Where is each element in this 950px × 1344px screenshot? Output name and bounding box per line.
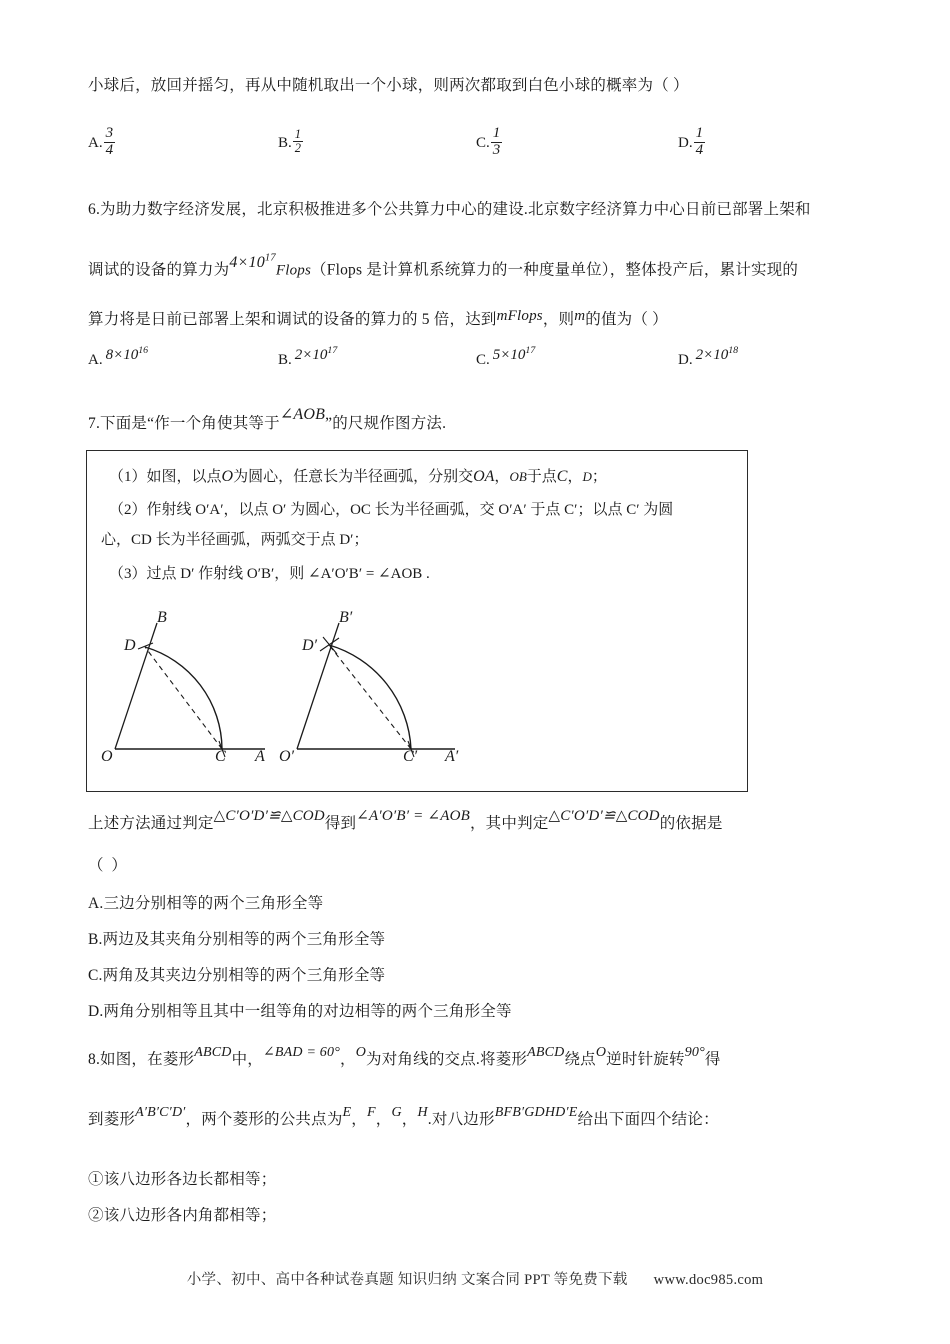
question-6-option-b — [278, 345, 338, 369]
label-d-prime: D′ — [302, 637, 318, 654]
q8-angle-bad: ∠BAD = 60° — [263, 1045, 340, 1060]
q8-rotation-angle: 90° — [684, 1045, 705, 1060]
q6-opt-b-value: $2\times 10^{17}$ — [294, 345, 338, 363]
q7-stem-pre: 下面是“作一个角使其等于 — [100, 415, 280, 432]
question-6-option-d — [678, 345, 739, 369]
option-c-label: C. — [476, 352, 490, 368]
option-b-label: B. — [88, 931, 103, 948]
q8-l1-p6: 逆时针旋转 — [606, 1051, 685, 1068]
option-b-text: 两边及其夹角分别相等的两个三角形全等 — [102, 931, 386, 948]
q8-l2-p3: ， — [351, 1111, 367, 1128]
construction-step-1: （1）如图，以点O为圆心，任意长为半径画弧，分别交OA，OB于点C，D； — [109, 468, 607, 485]
label-b-prime: B′ — [339, 609, 353, 626]
q6-l2-pre: 调试的设备的算力为 — [88, 261, 230, 279]
label-c: C — [215, 748, 226, 765]
option-c-label: C. — [476, 135, 490, 151]
q6-l2-post: （Flops 是计算机系统算力的一种度量单位），整体投产后，累计实现的 — [311, 261, 799, 279]
question-5-option-d — [678, 126, 706, 159]
q8-rhombus-a-prime: A′B′C′D′ — [135, 1105, 186, 1120]
q8-l2-p5: ， — [401, 1111, 418, 1128]
chord-cd-dashed — [145, 647, 222, 749]
q7-stem-post: ”的尺规作图方法. — [325, 415, 447, 432]
q8-l1-p5: 绕点 — [564, 1051, 596, 1068]
fraction-1-4: $\frac{1}{4}$ — [695, 125, 704, 158]
footer-url[interactable]: www.doc985.com — [653, 1272, 764, 1288]
q8-l1-p1: 如图，在菱形 — [100, 1051, 195, 1068]
option-b-label: B. — [278, 352, 292, 368]
figure-angle-a-prime-o-prime-b-prime — [277, 609, 577, 784]
question-7-option-a — [88, 892, 323, 915]
q6-unit-flops-2: Flops — [507, 308, 543, 324]
construction-steps-box — [86, 450, 748, 792]
q7-concl-p1: 上述方法通过判定 — [88, 815, 214, 832]
q6-unit-flops: Flops — [275, 262, 312, 279]
label-d: D — [124, 637, 136, 654]
option-c-label: C. — [88, 967, 103, 984]
label-b: B — [157, 609, 167, 626]
q8-l1-p7: 得 — [704, 1051, 721, 1068]
fraction-1-2: $\frac{1}{2}$ — [294, 127, 302, 156]
label-a-prime: A′ — [445, 748, 459, 765]
label-o-prime: O′ — [279, 748, 295, 765]
option-d-label: D. — [678, 352, 693, 368]
q6-l3-post: 的值为（ ） — [585, 311, 668, 328]
q6-opt-d-value: $2\times 10^{18}$ — [695, 345, 739, 363]
q7-congruence-2: △C′O′D′≌△COD — [548, 808, 660, 824]
question-6-number: 6. — [88, 201, 101, 218]
option-a-label: A. — [88, 352, 103, 368]
label-o: O — [101, 748, 113, 765]
question-5-option-a — [88, 126, 116, 159]
q8-l2-p7: 给出下面四个结论： — [577, 1111, 719, 1128]
q8-point-h: H — [417, 1105, 428, 1120]
question-7-number: 7. — [88, 415, 101, 432]
question-7-answer-parens: （ ） — [88, 857, 129, 874]
q7-angle-equality: ∠A′O′B′ = ∠AOB — [356, 808, 470, 824]
question-6-option-a — [88, 345, 149, 369]
q8-l2-p6: .对八边形 — [427, 1111, 495, 1128]
question-5-option-b — [278, 128, 304, 155]
question-6-text-1: 为助力数字经济发展，北京积极推进多个公共算力中心的建设.北京数字经济算力中心日前已部署上架和 — [100, 201, 811, 218]
option-a-label: A. — [88, 135, 103, 151]
option-a-label: A. — [88, 895, 104, 912]
q6-power-expression: $4\times 10^{17}$ — [229, 253, 276, 272]
q7-congruence-1: △C′O′D′≌△COD — [213, 808, 325, 824]
q6-l3-mid: ，则 — [542, 311, 575, 328]
q8-point-o-2: O — [595, 1045, 607, 1060]
q8-point-g: G — [391, 1105, 402, 1120]
option-a-text: 三边分别相等的两个三角形全等 — [103, 895, 324, 912]
q8-l1-p3: ， — [340, 1051, 356, 1068]
option-d-text: 两角分别相等且其中一组等角的对边相等的两个三角形全等 — [103, 1003, 512, 1020]
q8-rhombus-abcd-1: ABCD — [194, 1045, 232, 1060]
question-5-continuation: 小球后，放回并摇匀，再从中随机取出一个小球，则两次都取到白色小球的概率为（ ） — [88, 77, 689, 94]
option-d-label: D. — [88, 1003, 104, 1020]
construction-step-2-line-1: （2）作射线 O′A′，以点 O′ 为圆心，OC 长为半径画弧，交 O′A′ 于点 C′；以点 C′ 为圆 — [109, 502, 674, 518]
question-8-number: 8. — [88, 1051, 101, 1068]
q8-l2-p1: 到菱形 — [88, 1111, 136, 1128]
construction-step-3: （3）过点 D′ 作射线 O′B′，则 ∠A′O′B′ = ∠AOB . — [109, 566, 430, 582]
question-7-option-c — [88, 964, 385, 987]
page-footer — [0, 1268, 950, 1289]
q8-l2-p2: ，两个菱形的公共点为 — [185, 1111, 343, 1128]
chord-c-prime-d-prime-dashed — [329, 645, 411, 749]
label-c-prime: C′ — [403, 748, 418, 765]
question-7-option-b — [88, 928, 385, 951]
question-6-line-3 — [88, 308, 668, 332]
ray-ob — [115, 623, 157, 749]
q8-rhombus-abcd-2: ABCD — [527, 1045, 565, 1060]
q7-concl-p2: 得到 — [324, 815, 357, 832]
q7-angle-aob: ∠AOB — [279, 406, 326, 423]
fraction-1-3: $\frac{1}{3}$ — [492, 125, 501, 158]
q6-variable-m-1: m — [496, 308, 508, 324]
footer-text: 小学、初中、高中各种试卷真题 知识归纳 文案合同 PPT 等免费下载 — [186, 1272, 628, 1288]
q7-concl-p3: ，其中判定 — [469, 815, 549, 832]
q8-octagon-name: BFB′GDHD′E — [494, 1105, 578, 1120]
question-8-conclusion-1: ①该八边形各边长都相等； — [88, 1171, 277, 1188]
figure-aob-prime-svg — [277, 609, 577, 784]
question-8-line-2 — [88, 1105, 719, 1131]
q6-opt-a-value: $8\times 10^{16}$ — [105, 345, 149, 363]
option-b-label: B. — [278, 135, 292, 152]
q8-point-e: E — [342, 1105, 352, 1120]
question-7-option-d — [88, 1000, 512, 1023]
question-5-option-c — [476, 126, 503, 159]
q6-variable-m-2: m — [574, 308, 586, 324]
q8-point-f: F — [367, 1105, 376, 1120]
question-6-line-1 — [88, 198, 811, 221]
question-8-conclusion-2: ②该八边形各内角都相等； — [88, 1207, 277, 1224]
option-d-label: D. — [678, 135, 693, 151]
question-6-option-c — [476, 345, 536, 369]
label-a: A — [255, 748, 265, 765]
fraction-3-4: $\frac{3}{4}$ — [105, 125, 114, 158]
q8-l1-p2: 中， — [231, 1051, 263, 1068]
construction-step-2-line-2: 心，CD 长为半径画弧，两弧交于点 D′； — [101, 532, 369, 548]
option-c-text: 两角及其夹边分别相等的两个三角形全等 — [102, 967, 386, 984]
q7-concl-p4: 的依据是 — [659, 815, 723, 832]
q8-l1-p4: 为对角线的交点.将菱形 — [366, 1051, 528, 1068]
question-6-line-2 — [88, 253, 799, 282]
question-8-line-1 — [88, 1045, 721, 1071]
question-7-stem — [88, 406, 447, 436]
q8-point-o-1: O — [355, 1045, 367, 1060]
q8-l2-p4: ， — [375, 1111, 392, 1128]
q6-opt-c-value: $5\times 10^{17}$ — [492, 345, 536, 363]
q6-l3-pre: 算力将是日前已部署上架和调试的设备的算力的 5 倍，达到 — [88, 311, 497, 328]
question-7-conclusion — [88, 808, 723, 836]
